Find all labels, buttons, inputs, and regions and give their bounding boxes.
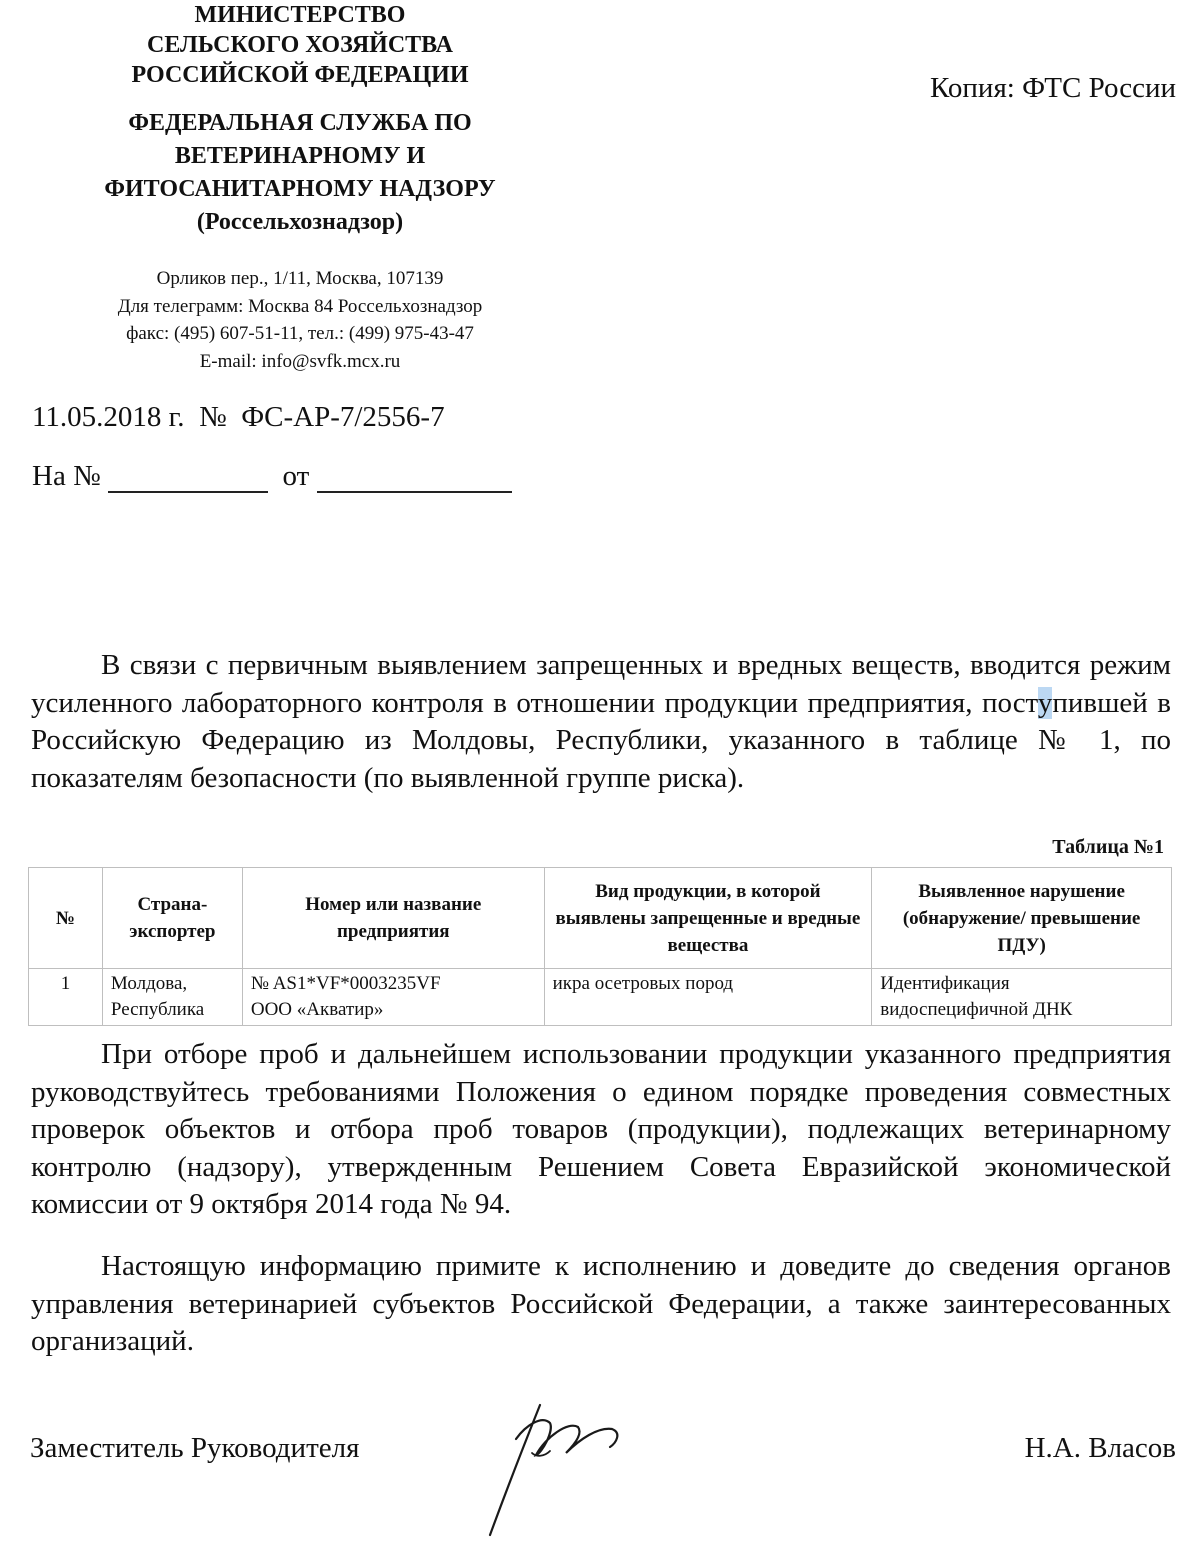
- document-number: ФС-АР-7/2556-7: [241, 401, 445, 433]
- body-paragraph-1: [31, 647, 1171, 797]
- number-sign: №: [199, 401, 227, 433]
- ministry-line: СЕЛЬСКОГО ХОЗЯЙСТВА: [146, 32, 454, 58]
- row-product: икра осетровых пород: [544, 969, 872, 1026]
- reply-number-blank: [108, 461, 268, 493]
- text-selection-highlight: у: [1037, 686, 1053, 719]
- row-country: [102, 969, 242, 1026]
- data-table: [28, 867, 1172, 1026]
- column-header-product: Вид продукции, в которой выявлены запрещенные и вредные вещества: [544, 868, 872, 969]
- row-violation: [872, 969, 1172, 1026]
- contact-block: [40, 265, 560, 375]
- row-number: 1: [29, 969, 103, 1026]
- reply-number-label: На №: [32, 460, 101, 492]
- handwritten-signature: [470, 1395, 650, 1545]
- service-line: ВЕТЕРИНАРНОМУ И: [174, 143, 426, 169]
- column-header-country: Страна-экспортер: [102, 868, 242, 969]
- ministry-name: [40, 0, 560, 90]
- letterhead: [40, 0, 560, 375]
- table-caption: Таблица №1: [1052, 836, 1164, 858]
- telegram-line: Для телеграмм: Москва 84 Россельхознадзор: [117, 295, 483, 317]
- registration-line: [32, 401, 445, 434]
- body-paragraph-2: При отборе проб и дальнейшем использовании продукции указанного предприятия руководствуйтесь требованиями Положения о едином порядке проведения совместных проверок объектов и отбора проб товаров (продукции), подлежащих ветеринарному контролю (надзору), утвержденным Решением Совета Евразийской экономической комиссии от 9 октября 2014 года № 94.: [31, 1038, 1171, 1220]
- cell-line: ООО «Акватир»: [250, 999, 384, 1020]
- reply-reference-line: [32, 460, 512, 493]
- copy-recipient: Копия: ФТС России: [930, 72, 1176, 104]
- row-enterprise: [242, 969, 544, 1026]
- reply-from-label: от: [282, 460, 310, 492]
- ministry-line: МИНИСТЕРСТВО: [194, 2, 406, 28]
- service-name: [40, 107, 560, 239]
- column-header-violation: Выявленное нарушение (обнаружение/ превышение ПДУ): [872, 868, 1172, 969]
- paragraph-text: В связи с первичным выявлением запрещенных и вредных веществ, вводится режим усиленного лабораторного контроля в отношении продукции предприятия, пост: [31, 649, 1171, 719]
- cell-line: Республика: [110, 999, 205, 1020]
- paragraph-text: пившей в Российскую Федерацию из Молдовы, Республики, указанного в таблице № 1, по показателям безопасности (по выявленной группе риска).: [31, 686, 1171, 794]
- signer-name: Н.А. Власов: [1024, 1432, 1176, 1464]
- cell-line: Молдова,: [110, 973, 188, 994]
- table-row: [29, 969, 1172, 1026]
- cell-line: Идентификация: [880, 973, 1010, 994]
- document-date: 11.05.2018 г.: [32, 401, 185, 433]
- cell-line: видоспецифичной ДНК: [880, 999, 1073, 1020]
- ministry-line: РОССИЙСКОЙ ФЕДЕРАЦИИ: [131, 62, 469, 88]
- email-line: E-mail: info@svfk.mcx.ru: [199, 350, 401, 372]
- service-line: (Россельхознадзор): [196, 209, 404, 235]
- phone-line: факс: (495) 607-51-11, тел.: (499) 975-43-47: [126, 323, 474, 344]
- service-line: ФЕДЕРАЛЬНАЯ СЛУЖБА ПО: [128, 110, 472, 136]
- service-line: ФИТОСАНИТАРНОМУ НАДЗОРУ: [104, 176, 496, 202]
- table-header-row: [29, 868, 1172, 969]
- signer-title: Заместитель Руководителя: [30, 1432, 360, 1464]
- body-paragraph-3: Настоящую информацию примите к исполнению и доведите до сведения органов управления ветеринарией субъектов Российской Федерации, а также заинтересованных организаций.: [31, 1250, 1171, 1357]
- address-line: Орликов пер., 1/11, Москва, 107139: [156, 268, 444, 289]
- column-header-number: №: [29, 868, 103, 969]
- reply-date-blank: [317, 461, 512, 493]
- cell-line: № AS1*VF*0003235VF: [250, 973, 441, 994]
- column-header-enterprise: Номер или название предприятия: [242, 868, 544, 969]
